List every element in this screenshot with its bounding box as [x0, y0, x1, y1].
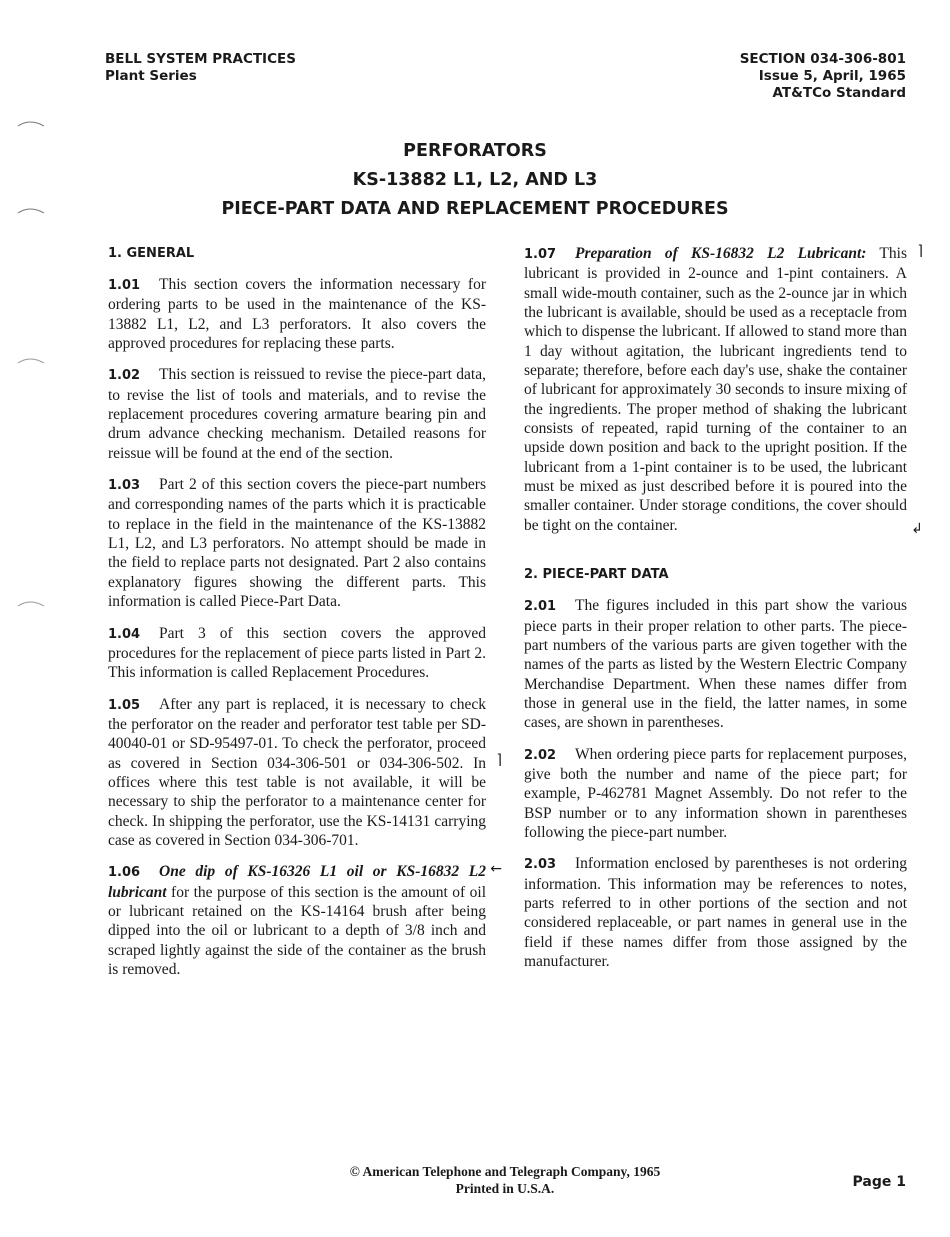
paragraph-text: This section is reissued to revise the piece-part data, to revise the list of tools and materials, and to revise the replacement procedures covering armature bearing pin and drum advance checking mechanism. Detailed reasons for reissue will be found at the end of the section. [108, 366, 486, 462]
printed-notice: Printed in U.S.A. [455, 1181, 555, 1196]
series-name: Plant Series [105, 68, 197, 84]
paragraph-2-01 [524, 596, 907, 732]
paragraph-number: 1.07 [524, 247, 557, 262]
paragraph-text: Information enclosed by parentheses is not ordering information. This information may be references to notes, parts referred to in other portions of the section and not considered replaceable, or part names in general use in the field if these names differ from those assigned by the manufacturer. [524, 855, 907, 970]
paragraph-title: One dip of KS-16326 L1 oil or KS-16832 L2 lubricant [108, 863, 486, 901]
section-heading-piece-part-data: 2. PIECE-PART DATA [524, 567, 669, 583]
paragraph-text: After any part is replaced, it is necessary to check the perforator on the reader and perforator test table per SD-40040-01 or SD-95497-01. To check the perforator, proceed as covered in Section 034-306-501 or 034-306-502. In offices where this test table is not available, it will be necessary to ship the perforator to a maintenance center for check. In shipping the perforator, use the KS-14131 carrying case as covered in Section 034-306-701. [108, 695, 486, 849]
paragraph-1-03 [108, 475, 486, 611]
paragraph-2-02 [524, 745, 907, 843]
paragraph-1-06 [108, 861, 502, 979]
document-title [0, 137, 950, 224]
paragraph-number: 1.06 [108, 865, 141, 881]
paragraph-number: 1.02 [108, 368, 141, 384]
margin-mark-icon [16, 355, 46, 365]
change-start-mark-icon: ⌉ [496, 751, 502, 768]
issue-date: Issue 5, April, 1965 [758, 68, 906, 84]
paragraph-number: 2.01 [524, 599, 557, 615]
footer-copyright-block [0, 1163, 950, 1197]
change-start-mark-icon: ⌉ [917, 243, 923, 259]
paragraph-1-07 [524, 243, 923, 537]
publication-name: BELL SYSTEM PRACTICES [105, 51, 296, 67]
right-column [524, 243, 923, 983]
margin-mark-icon [16, 205, 46, 215]
paragraph-1-01 [108, 275, 486, 353]
page-number: Page 1 [852, 1174, 906, 1190]
paragraph-1-04 [108, 624, 486, 683]
paragraph-text: for the purpose of this section is the amount of oil or lubricant retained on the KS-14164 brush after being dipped into the oil or lubricant to a depth of 3/8 inch and scraped lightly against the side of the container as the brush is removed. [108, 883, 486, 978]
paragraph-text: When ordering piece parts for replacement purposes, give both the number and name of the piece part; for example, P-462781 Magnet Assembly. Do not refer to the BSP number or to any information shown in parentheses following the piece-part number. [524, 745, 907, 841]
paragraph-text: This lubricant is provided in 2-ounce and 1-pint containers. A small wide-mouth container, such as the 2-ounce jar in which the lubricant is available, should be used as a receptacle from which to dispense the lubricant. If allowed to stand more than 1 day without agitation, the lubricant ingredients tend to separate; therefore, before each day's use, shake the container of lubricant for approximately 30 seconds to insure mixing of the ingredients. The proper method of shaking the lubricant consists of repeated, rapid turning of the container to an upside down position and back to the upright position. If the lubricant from a 1-pint container is to be used, the lubricant must be mixed as just described before it is poured into the smaller container. Under storage conditions, the cover should be tight on the container. [524, 245, 907, 534]
left-column [108, 244, 502, 991]
title-line-2: KS-13882 L1, L2, AND L3 [352, 170, 598, 190]
paragraph-number: 1.05 [108, 697, 141, 713]
paragraph-text: Part 3 of this section covers the approved procedures for the replacement of piece parts listed in Part 2. This information is called Replacement Procedures. [108, 624, 486, 682]
margin-mark-icon [16, 118, 46, 128]
paragraph-number: 2.02 [524, 747, 557, 763]
paragraph-1-05 [108, 695, 502, 851]
paragraph-title: Preparation of KS-16832 L2 Lubricant: [575, 245, 867, 262]
section-number: SECTION 034-306-801 [739, 51, 906, 67]
paragraph-2-03 [524, 854, 907, 971]
title-line-1: PERFORATORS [403, 141, 547, 161]
paragraph-number: 1.04 [108, 626, 141, 642]
change-arrow-icon: ← [490, 861, 502, 878]
paragraph-number: 1.03 [108, 478, 141, 494]
paragraph-number: 1.01 [108, 278, 141, 293]
header-right [740, 51, 906, 102]
copyright-notice: © American Telephone and Telegraph Company, 1965 [349, 1164, 661, 1179]
change-end-mark-icon: ↲ [911, 520, 923, 537]
paragraph-text: This section covers the information necessary for ordering parts to be used in the maintenance of the KS-13882 L1, L2, and L3 perforators. It also covers the approved procedures for replacing these parts. [108, 276, 486, 353]
paragraph-text: Part 2 of this section covers the piece-part numbers and corresponding names of the parts which it is practicable to replace in the field in the maintenance of the KS-13882 L1, L2, and L3 perforators. No attempt should be made in the field to replace parts not designated. Part 2 also contains explanatory figures showing the different parts. This information is called Piece-Part Data. [108, 476, 486, 611]
paragraph-number: 2.03 [524, 857, 557, 873]
title-line-3: PIECE-PART DATA AND REPLACEMENT PROCEDURES [221, 199, 729, 219]
paragraph-1-02 [108, 365, 486, 463]
section-heading-general: 1. GENERAL [108, 246, 195, 261]
header-left [105, 51, 296, 85]
paragraph-text: The figures included in this part show the various piece parts in their proper relation to other parts. The piece-part numbers of the various parts are given together with the names of the parts as listed by the Western Electric Company Merchandise Department. When these names differ from those in general use in the field, the latter names, in some cases, are shown in parentheses. [524, 597, 907, 732]
margin-mark-icon [16, 598, 46, 608]
standard-label: AT&TCo Standard [772, 85, 906, 101]
